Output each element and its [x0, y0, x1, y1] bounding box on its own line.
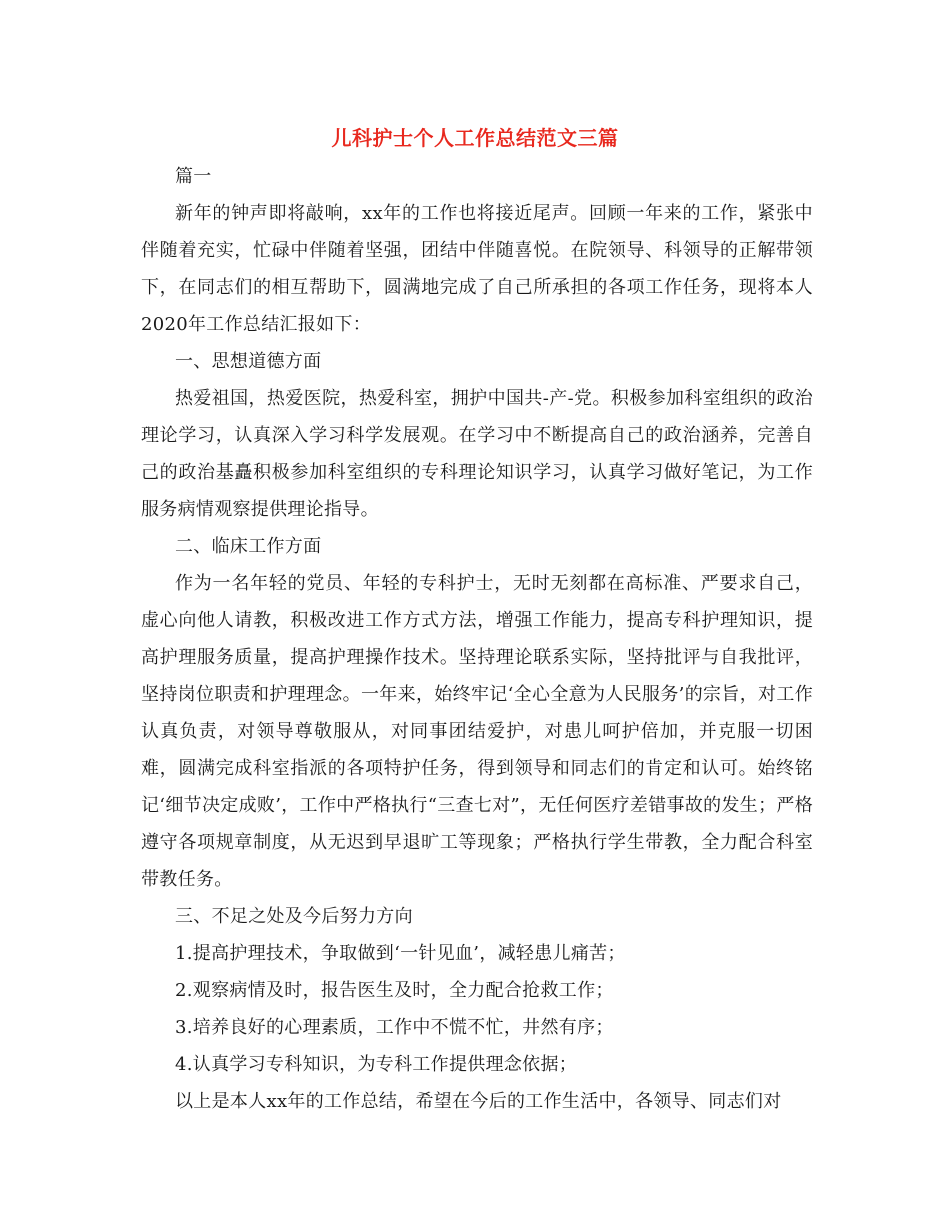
list-item: 3.培养良好的心理素质，工作中不慌不忙，井然有序； [175, 1017, 614, 1038]
section-heading-part-one: 篇一 [175, 166, 212, 187]
list-item: 1.提高护理技术，争取做到‘一针见血’，减轻患儿痛苦； [175, 943, 626, 964]
document-title: 儿科护士个人工作总结范文三篇 [331, 126, 619, 150]
section-heading-improvement: 三、不足之处及今后努力方向 [175, 906, 413, 927]
clinical-paragraph: 作为一名年轻的党员、年轻的专科护士，无时无刻都在高标准、严要求自己，虚心向他人请教，积极改进工作方式方法，增强工作能力，提高专科护理知识，提高护理服务质量，提高护理操作技术。坚持理论联系实际，坚持批评与自我批评，坚持岗位职责和护理理念。一年来，始终牢记‘全心全意为人民服务’的宗旨，对工作认真负责，对领导尊敬服从，对同事团结爱护，对患儿呵护倍加，并克服一切困难，圆满完成科室指派的各项特护任务，得到领导和同志们的肯定和认可。始终铭记‘细节决定成败’，工作中严格执行“三查七对”，无任何医疗差错事故的发生；严格遵守各项规章制度，从无迟到早退旷工等现象；严格执行学生带教，全力配合科室带教任务。 [141, 573, 813, 890]
document-body [141, 158, 813, 1120]
section-heading-ideology: 一、思想道德方面 [175, 351, 322, 372]
list-item: 4.认真学习专科知识，为专科工作提供理念依据； [175, 1054, 578, 1075]
closing-paragraph: 以上是本人xx年的工作总结，希望在今后的工作生活中，各领导、同志们对 [175, 1091, 782, 1112]
ideology-paragraph: 热爱祖国，热爱医院，热爱科室，拥护中国共-产-党。积极参加科室组织的政治理论学习，认真深入学习科学发展观。在学习中不断提高自己的政治涵养，完善自己的政治基矗积极参加科室组织的专科理论知识学习，认真学习做好笔记，为工作服务病情观察提供理论指导。 [141, 388, 813, 520]
section-heading-clinical: 二、临床工作方面 [175, 536, 322, 557]
list-item: 2.观察病情及时，报告医生及时，全力配合抢救工作； [175, 980, 614, 1001]
intro-paragraph: 新年的钟声即将敲响，xx年的工作也将接近尾声。回顾一年来的工作，紧张中伴随着充实，忙碌中伴随着坚强，团结中伴随喜悦。在院领导、科领导的正解带领下，在同志们的相互帮助下，圆满地完成了自己所承担的各项工作任务，现将本人2020年工作总结汇报如下： [141, 203, 813, 335]
